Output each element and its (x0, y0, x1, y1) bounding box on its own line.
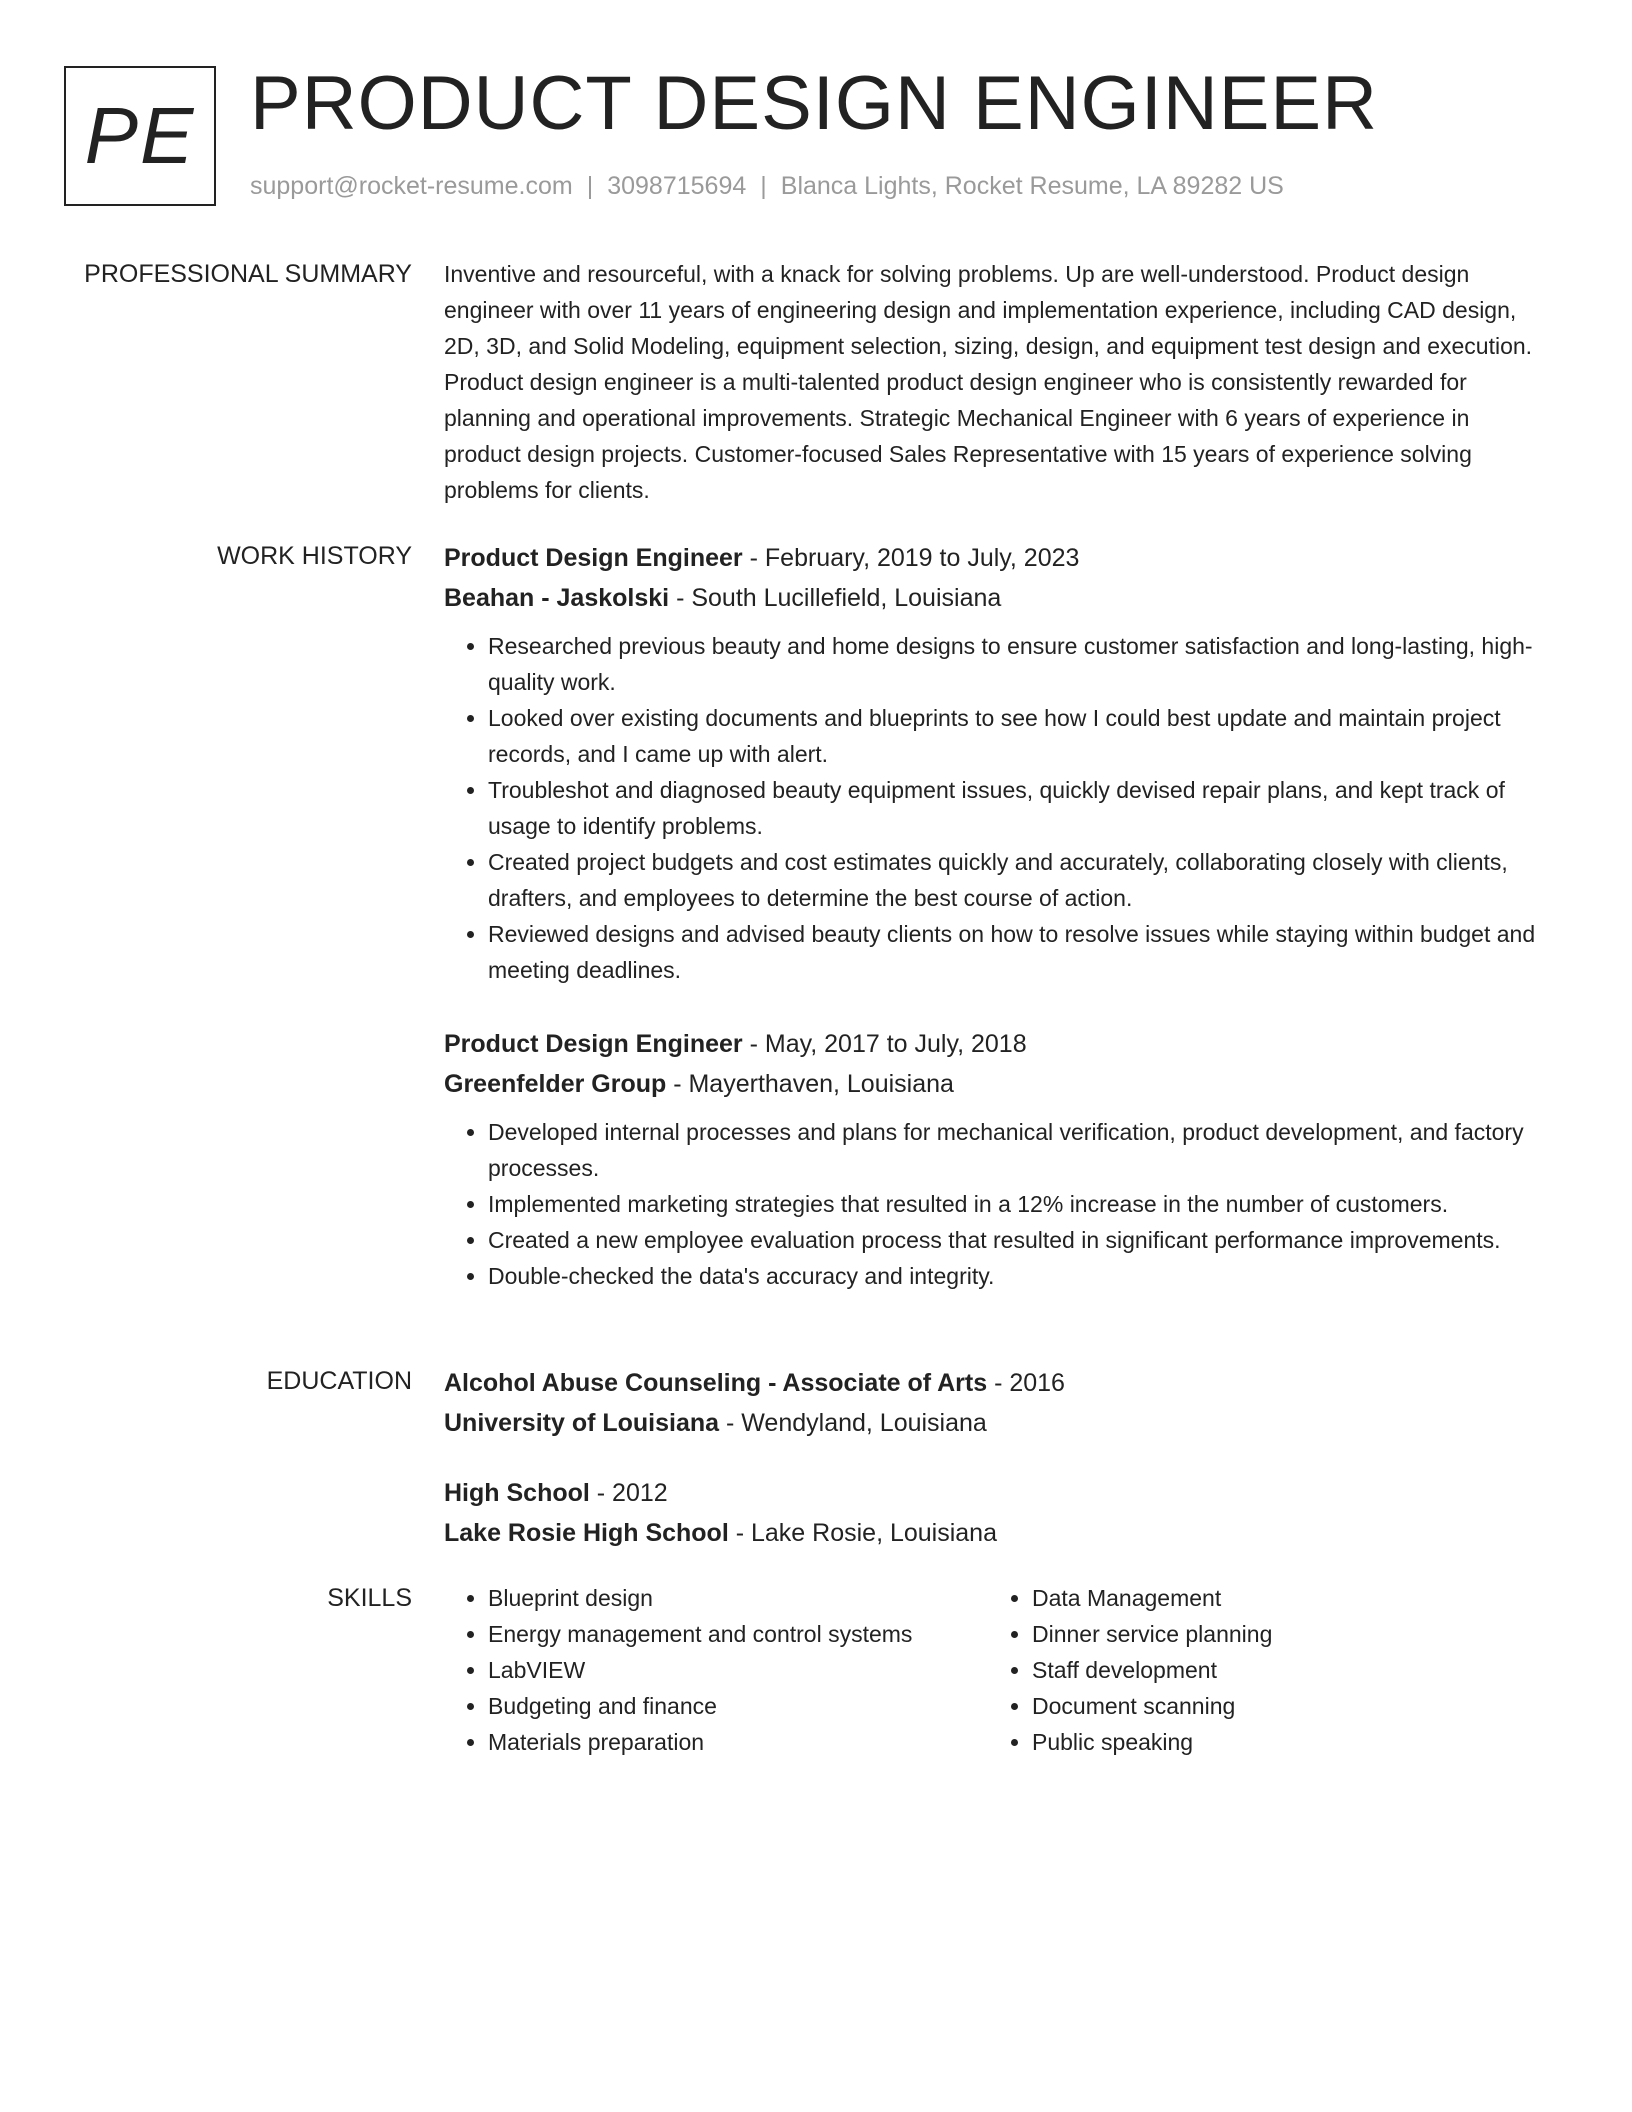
skill-item: • Dinner service planning (1032, 1616, 1532, 1652)
job-company: Beahan - Jaskolski (444, 584, 670, 612)
education-degree-line (444, 1363, 1548, 1403)
job-bullet: • Looked over existing documents and blueprints to see how I could best update and maintain project records, and I came up with alert. (488, 700, 1548, 772)
job-dates: - February, 2019 to July, 2023 (742, 544, 1080, 572)
work-history-body (444, 538, 1548, 1330)
section-label-summary: PROFESSIONAL SUMMARY (84, 260, 412, 288)
contact-address: Blanca Lights, Rocket Resume, LA 89282 US (780, 172, 1284, 200)
skills-body (444, 1580, 1548, 1760)
resume-title: PRODUCT DESIGN ENGINEER (250, 61, 1378, 146)
education-degree-line (444, 1473, 1548, 1513)
education-location: - Wendyland, Louisiana (719, 1409, 987, 1437)
job-title-line (444, 1024, 1548, 1064)
education-school-line (444, 1513, 1548, 1553)
job-bullets (444, 628, 1548, 988)
job-bullet: • Double-checked the data's accuracy and integrity. (488, 1258, 1548, 1294)
education-body (444, 1363, 1548, 1583)
skill-item: • Energy management and control systems (488, 1616, 988, 1652)
job-entry (444, 1024, 1548, 1294)
education-entry (444, 1473, 1548, 1553)
job-location: - South Lucillefield, Louisiana (669, 584, 1002, 612)
contact-phone: 3098715694 (607, 172, 747, 200)
skill-item: • Staff development (1032, 1652, 1532, 1688)
job-bullet: • Troubleshot and diagnosed beauty equipment issues, quickly devised repair plans, and kept track of usage to identify problems. (488, 772, 1548, 844)
contact-line (250, 172, 1284, 201)
job-entry (444, 538, 1548, 988)
education-school: Lake Rosie High School (444, 1519, 729, 1547)
job-bullets (444, 1114, 1548, 1294)
skill-item: • Blueprint design (488, 1580, 988, 1616)
job-company-line (444, 1064, 1548, 1104)
contact-separator: | (586, 172, 594, 200)
monogram-box (64, 66, 216, 206)
contact-separator: | (760, 172, 767, 200)
skills-list-left (444, 1580, 988, 1760)
monogram-initials: PE (84, 91, 196, 180)
contact-email: support@rocket-resume.com (250, 172, 573, 200)
job-bullet: • Created a new employee evaluation process that resulted in significant performance improvements. (488, 1222, 1548, 1258)
education-degree: High School (444, 1479, 590, 1507)
job-title: Product Design Engineer (444, 1030, 743, 1058)
section-label-work-history: WORK HISTORY (217, 542, 412, 570)
skills-list-right (988, 1580, 1532, 1760)
section-label-education: EDUCATION (266, 1367, 412, 1395)
skill-item: • Materials preparation (488, 1724, 988, 1760)
skill-item: • LabVIEW (488, 1652, 988, 1688)
job-title: Product Design Engineer (444, 544, 743, 572)
education-entry (444, 1363, 1548, 1443)
job-bullet: • Created project budgets and cost estimates quickly and accurately, collaborating closely with clients, drafters, and employees to determine the best course of action. (488, 844, 1548, 916)
job-bullet: • Researched previous beauty and home designs to ensure customer satisfaction and long-lasting, high-quality work. (488, 628, 1548, 700)
skill-item: • Data Management (1032, 1580, 1532, 1616)
section-label-skills: SKILLS (327, 1584, 412, 1612)
summary-text: Inventive and resourceful, with a knack for solving problems. Up are well-understood. Product design engineer with over 11 years of engineering design and implementation experience, including CAD design, 2D, 3D, and Solid Modeling, equipment selection, sizing, design, and equipment test design and execution. Product design engineer is a multi-talented product design engineer who is consistently rewarded for planning and operational improvements. Strategic Mechanical Engineer with 6 years of experience in product design projects. Customer-focused Sales Representative with 15 years of experience solving problems for clients. (444, 261, 1533, 503)
skill-item: • Public speaking (1032, 1724, 1532, 1760)
job-company-line (444, 578, 1548, 618)
summary-body (444, 256, 1548, 508)
job-bullet: • Reviewed designs and advised beauty clients on how to resolve issues while staying within budget and meeting deadlines. (488, 916, 1548, 988)
skill-item: • Document scanning (1032, 1688, 1532, 1724)
education-school-line (444, 1403, 1548, 1443)
job-company: Greenfelder Group (444, 1070, 667, 1098)
job-location: - Mayerthaven, Louisiana (666, 1070, 954, 1098)
education-year: - 2016 (987, 1369, 1065, 1397)
education-year: - 2012 (589, 1479, 668, 1507)
education-school: University of Louisiana (444, 1409, 720, 1437)
job-bullet: • Implemented marketing strategies that resulted in a 12% increase in the number of customers. (488, 1186, 1548, 1222)
job-dates: - May, 2017 to July, 2018 (742, 1030, 1027, 1058)
job-bullet: • Developed internal processes and plans for mechanical verification, product development, and factory processes. (488, 1114, 1548, 1186)
job-title-line (444, 538, 1548, 578)
education-degree: Alcohol Abuse Counseling - Associate of Arts (444, 1369, 988, 1397)
education-location: - Lake Rosie, Louisiana (728, 1519, 997, 1547)
skill-item: • Budgeting and finance (488, 1688, 988, 1724)
